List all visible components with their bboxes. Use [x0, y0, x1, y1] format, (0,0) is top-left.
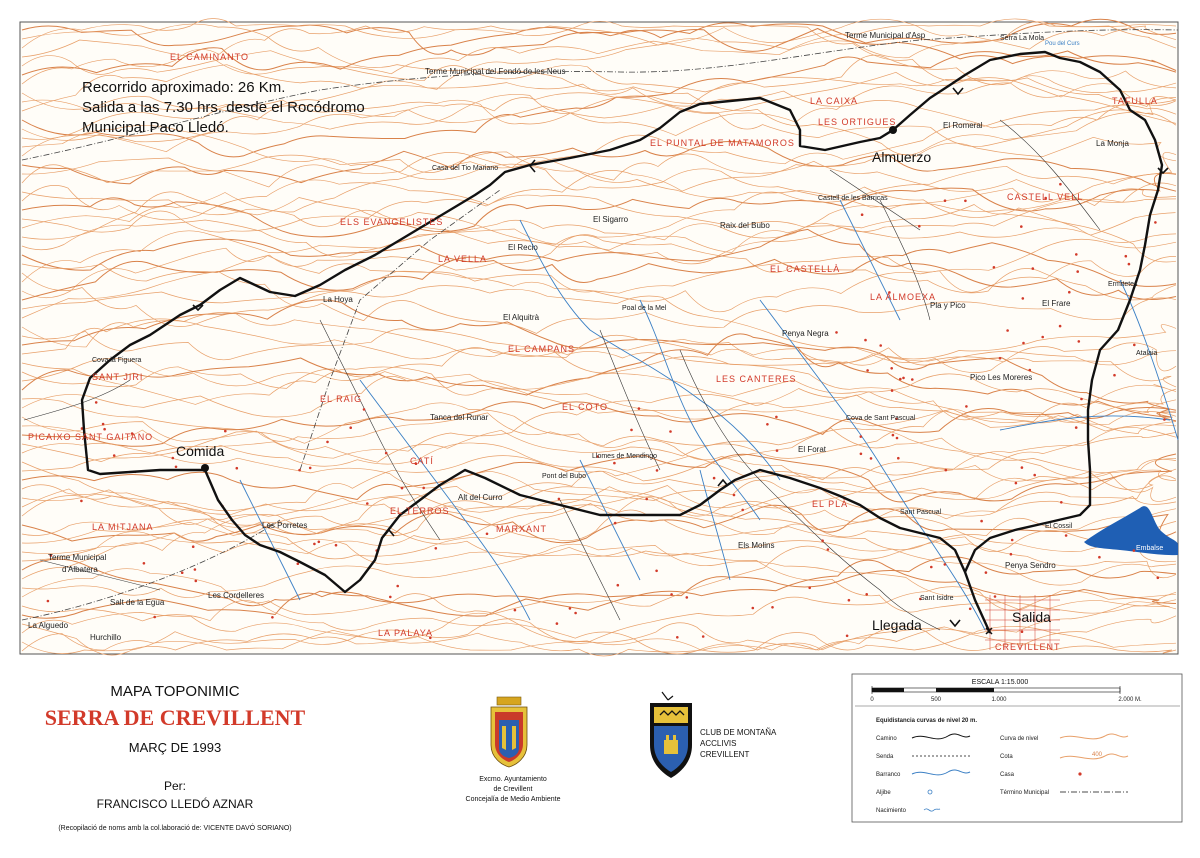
legend-camino-symbol [912, 734, 970, 739]
house-dot [899, 378, 902, 381]
footer-per: Per: [163, 779, 187, 793]
house-dot [866, 369, 869, 372]
footer-credit: (Recopilació de noms amb la col.laboració de: VICENTE DAVÓ SORIANO) [58, 825, 292, 832]
info-line-2: Salida a las 7.30 hrs. desde el Rocódromo [82, 99, 365, 116]
house-dot [1098, 556, 1101, 559]
label-albatera-2: d'Albatera [62, 565, 98, 574]
house-dot [891, 389, 894, 392]
house-dot [861, 213, 864, 216]
place-red: LA CAIXA [810, 96, 859, 106]
house-dot [1075, 253, 1078, 256]
place-red: ELS EVANGELISTES [340, 217, 444, 227]
house-dot [752, 607, 755, 610]
house-dot [47, 600, 50, 603]
house-dot [1032, 267, 1035, 270]
footer-author: FRANCISCO LLEDÓ AZNAR [96, 797, 254, 811]
house-dot [848, 599, 851, 602]
house-dot [964, 200, 967, 203]
legend-barranco-symbol [912, 770, 970, 775]
house-dot [313, 543, 316, 546]
place-red: LES CANTERES [716, 374, 797, 384]
house-dot [153, 616, 156, 619]
house-dot [945, 469, 948, 472]
place-black: El Romeral [943, 121, 983, 130]
legend-casa-symbol [1078, 772, 1081, 775]
house-dot [821, 539, 824, 542]
info-line-3: Municipal Paco Lledó. [82, 119, 229, 136]
house-dot [1022, 342, 1025, 345]
place-red: EL CASTELLÀ [770, 264, 841, 274]
legend-senda-label: Senda [876, 754, 894, 760]
house-dot [656, 469, 659, 472]
club-line-1: CLUB DE MONTAÑA [700, 728, 777, 737]
house-dot [298, 469, 301, 472]
house-dot [1113, 374, 1116, 377]
place-black: Penya Negra [782, 329, 829, 338]
house-dot [574, 612, 577, 615]
club-line-2: ACCLIVIS [700, 739, 737, 748]
house-dot [1020, 225, 1023, 228]
house-dot [326, 441, 329, 444]
ayuntamiento-line-2: de Crevillent [493, 786, 533, 793]
place-black: Pont del Bubo [542, 473, 586, 480]
scale-tick: 0 [870, 697, 874, 703]
place-black: Atalaia [1136, 350, 1158, 357]
legend-cota-value: 400 [1092, 752, 1103, 758]
house-dot [1076, 270, 1079, 273]
place-black: Salt de la Egua [110, 598, 165, 607]
house-dot [896, 437, 899, 440]
place-black: Castell de les Barricas [818, 195, 888, 202]
house-dot [994, 595, 997, 598]
ayuntamiento-line-3: Concejalía de Medio Ambiente [465, 796, 561, 803]
place-red: CREVILLENT [995, 642, 1061, 652]
place-black: Cova la Figuera [92, 357, 142, 364]
place-black: La Hoya [323, 295, 353, 304]
house-dot [897, 457, 900, 460]
house-dot [865, 593, 868, 596]
place-red: EL RAIG [320, 394, 363, 404]
ayuntamiento-coat-of-arms-icon [491, 697, 527, 767]
house-dot [702, 635, 705, 638]
place-red: LA MITJANA [92, 522, 154, 532]
place-black: Serra La Mola [1000, 35, 1044, 42]
legend-aljibe-symbol [928, 790, 932, 794]
house-dot [676, 636, 679, 639]
legend-curva-label: Curva de nivel [1000, 736, 1039, 742]
house-dot [879, 344, 882, 347]
house-dot [102, 423, 105, 426]
house-dot [1029, 369, 1032, 372]
house-dot [175, 466, 178, 469]
house-dot [1133, 549, 1136, 552]
place-red: LA PALAYA [378, 628, 434, 638]
house-dot [1059, 325, 1062, 328]
scale-bar [872, 686, 1120, 694]
info-line-1: Recorrido aproximado: 26 Km. [82, 79, 286, 96]
house-dot [1075, 426, 1078, 429]
house-dot [733, 494, 736, 497]
house-dot [969, 608, 972, 611]
house-dot [617, 584, 620, 587]
house-dot [1125, 255, 1128, 258]
contour-note: Equidistancia curvas de nivel 20 m. [876, 718, 978, 724]
house-dot [1060, 501, 1063, 504]
legend-casa-label: Casa [1000, 772, 1015, 778]
place-red: LA ALMOEXA [870, 292, 937, 302]
house-dot [669, 430, 672, 433]
place-red: EL CAMPANS [508, 344, 576, 354]
house-dot [993, 266, 996, 269]
place-black: Embalse [1136, 545, 1164, 552]
house-dot [1021, 466, 1024, 469]
place-black: Sant Isidre [920, 595, 954, 602]
house-dot [670, 593, 673, 596]
place-black: Llomes de Mendingo [592, 453, 657, 460]
legend-barranco-label: Barranco [876, 772, 901, 778]
place-red: CATÍ [410, 456, 434, 466]
label-fondo: Terme Municipal del Fondó de les Neus [425, 67, 566, 76]
place-black: Cova de Sant Pascual [846, 415, 916, 422]
house-dot [363, 408, 366, 411]
house-dot [741, 509, 744, 512]
place-black: Sant Pascual [900, 509, 942, 516]
house-dot [422, 487, 425, 490]
house-dot [630, 429, 633, 432]
house-dot [335, 544, 338, 547]
place-black: Les Cordelleres [208, 591, 265, 600]
house-dot [192, 545, 195, 548]
place-red: SANT JIRI [92, 372, 144, 382]
house-dot [835, 331, 838, 334]
legend-camino-label: Camino [876, 736, 897, 742]
house-dot [614, 522, 617, 525]
house-dot [181, 571, 184, 574]
marker-comida: Comida [176, 443, 225, 459]
marker-salida: Salida [1012, 609, 1051, 625]
house-dot [103, 428, 106, 431]
legend-aljibe-label: Aljibe [876, 790, 891, 796]
house-dot [95, 401, 98, 404]
place-red: EL PUNTAL DE MATAMOROS [650, 138, 795, 148]
house-dot [846, 635, 849, 638]
house-dot [514, 609, 517, 612]
house-dot [860, 435, 863, 438]
place-red: EL PLÀ [812, 499, 849, 509]
house-dot [172, 457, 175, 460]
house-dot [808, 587, 811, 590]
house-dot [486, 533, 489, 536]
house-dot [349, 426, 352, 429]
place-red: LES ORTIGUES [818, 117, 897, 127]
house-dot [892, 434, 895, 437]
marker-llegada: Llegada [872, 617, 922, 633]
place-black: Ermitetes [1108, 281, 1138, 288]
house-dot [396, 585, 399, 588]
place-black: El Recio [508, 243, 538, 252]
house-dot [1022, 297, 1025, 300]
house-dot [930, 566, 933, 569]
house-dot [435, 547, 438, 550]
place-black: Penya Sendro [1005, 561, 1056, 570]
legend-nacimiento-label: Nacimiento [876, 808, 907, 814]
almuerzo-point [889, 126, 897, 134]
place-red: PICAIXO SANT GAITANO [28, 432, 154, 442]
place-black: Alt del Curro [458, 493, 503, 502]
house-dot [944, 563, 947, 566]
place-red: EL CAMINANTO [170, 52, 250, 62]
legend-nacimiento-symbol [924, 809, 940, 811]
place-black: Raix del Bubo [720, 221, 770, 230]
place-black: Pla y Pico [930, 301, 966, 310]
house-dot [385, 452, 388, 455]
house-dot [1033, 474, 1036, 477]
place-red: EL TERROS [390, 506, 450, 516]
legend-termino-label: Término Municipal [1000, 790, 1050, 796]
house-dot [195, 580, 198, 583]
place-black: Tanca del Runar [430, 413, 489, 422]
footer-title: MAPA TOPONIMIC [110, 683, 240, 700]
label-albatera-1: Terme Municipal [48, 553, 107, 562]
house-dot [638, 407, 641, 410]
house-dot [1059, 183, 1062, 186]
place-red: MARXANT [496, 524, 548, 534]
place-red: CASTELL VELL [1007, 192, 1084, 202]
house-dot [771, 606, 774, 609]
house-dot [1041, 336, 1044, 339]
scale-tick: 1.000 [991, 697, 1007, 703]
place-black: La Monja [1096, 139, 1129, 148]
place-black: El Sigarro [593, 215, 629, 224]
house-dot [309, 467, 312, 470]
footer-subtitle: SERRA DE CREVILLENT [44, 705, 306, 730]
legend-curva-symbol [1060, 734, 1128, 739]
place-black: El Frare [1042, 299, 1071, 308]
house-dot [766, 423, 769, 426]
scale-title: ESCALA 1:15.000 [971, 679, 1029, 686]
house-dot [1080, 398, 1083, 401]
house-dot [1011, 539, 1014, 542]
house-dot [224, 430, 227, 433]
house-dot [613, 462, 616, 465]
house-dot [1154, 221, 1157, 224]
house-dot [1065, 534, 1068, 537]
house-dot [864, 339, 867, 342]
house-dot [902, 377, 905, 380]
house-dot [655, 570, 658, 573]
house-dot [980, 520, 983, 523]
house-dot [775, 416, 778, 419]
place-black: Poal de la Mel [622, 305, 667, 312]
ayuntamiento-line-1: Excmo. Ayuntamiento [479, 776, 547, 783]
place-black: Els Molins [738, 541, 775, 550]
scale-tick: 500 [930, 697, 942, 703]
house-dot [318, 541, 321, 544]
house-dot [911, 378, 914, 381]
place-red: EL COTO [562, 402, 609, 412]
house-dot [965, 405, 968, 408]
label-pou-curs: Pou del Curs [1045, 41, 1080, 47]
house-dot [558, 498, 561, 501]
place-black: Les Porretes [262, 521, 308, 530]
house-dot [1128, 263, 1131, 266]
house-dot [944, 199, 947, 202]
marker-almuerzo: Almuerzo [872, 149, 932, 165]
house-dot [827, 548, 830, 551]
house-dot [860, 453, 863, 456]
legend-cota-label: Cota [1000, 754, 1013, 760]
house-dot [918, 225, 921, 228]
house-dot [194, 568, 197, 571]
house-dot [569, 607, 572, 610]
house-dot [1015, 482, 1018, 485]
place-black: La Alguedo [28, 621, 69, 630]
house-dot [1010, 553, 1013, 556]
house-dot [113, 454, 116, 457]
label-asp: Terme Municipal d'Asp [845, 31, 926, 40]
house-dot [271, 616, 274, 619]
house-dot [1021, 630, 1024, 633]
house-dot [143, 562, 146, 565]
house-dot [985, 571, 988, 574]
place-red: TAFULLA [1112, 96, 1158, 106]
house-dot [389, 596, 392, 599]
house-dot [1078, 340, 1081, 343]
footer-date: MARÇ DE 1993 [128, 740, 222, 755]
house-dot [236, 467, 239, 470]
scale-tick: 2.000 M. [1118, 697, 1142, 703]
house-dot [890, 367, 893, 370]
club-line-3: CREVILLENT [700, 750, 750, 759]
house-dot [401, 487, 404, 490]
place-black: El Alquitrà [503, 313, 540, 322]
place-black: Casa del Tio Mariano [432, 165, 499, 172]
place-black: El Forat [798, 445, 827, 454]
place-red: LA VELLA [438, 254, 488, 264]
house-dot [776, 449, 779, 452]
house-dot [870, 457, 873, 460]
house-dot [999, 357, 1002, 360]
house-dot [556, 622, 559, 625]
house-dot [1068, 291, 1071, 294]
house-dot [1163, 418, 1166, 421]
club-shield-icon [650, 692, 692, 778]
house-dot [366, 502, 369, 505]
place-black: Hurchillo [90, 633, 122, 642]
house-dot [1006, 329, 1009, 332]
house-dot [80, 500, 83, 503]
house-dot [686, 596, 689, 599]
place-black: Pico Les Moreres [970, 373, 1033, 382]
house-dot [297, 562, 300, 565]
comida-point [201, 464, 209, 472]
house-dot [1157, 577, 1160, 580]
house-dot [713, 477, 716, 480]
house-dot [1133, 344, 1136, 347]
place-black: El Cossil [1045, 523, 1073, 530]
house-dot [645, 498, 648, 501]
